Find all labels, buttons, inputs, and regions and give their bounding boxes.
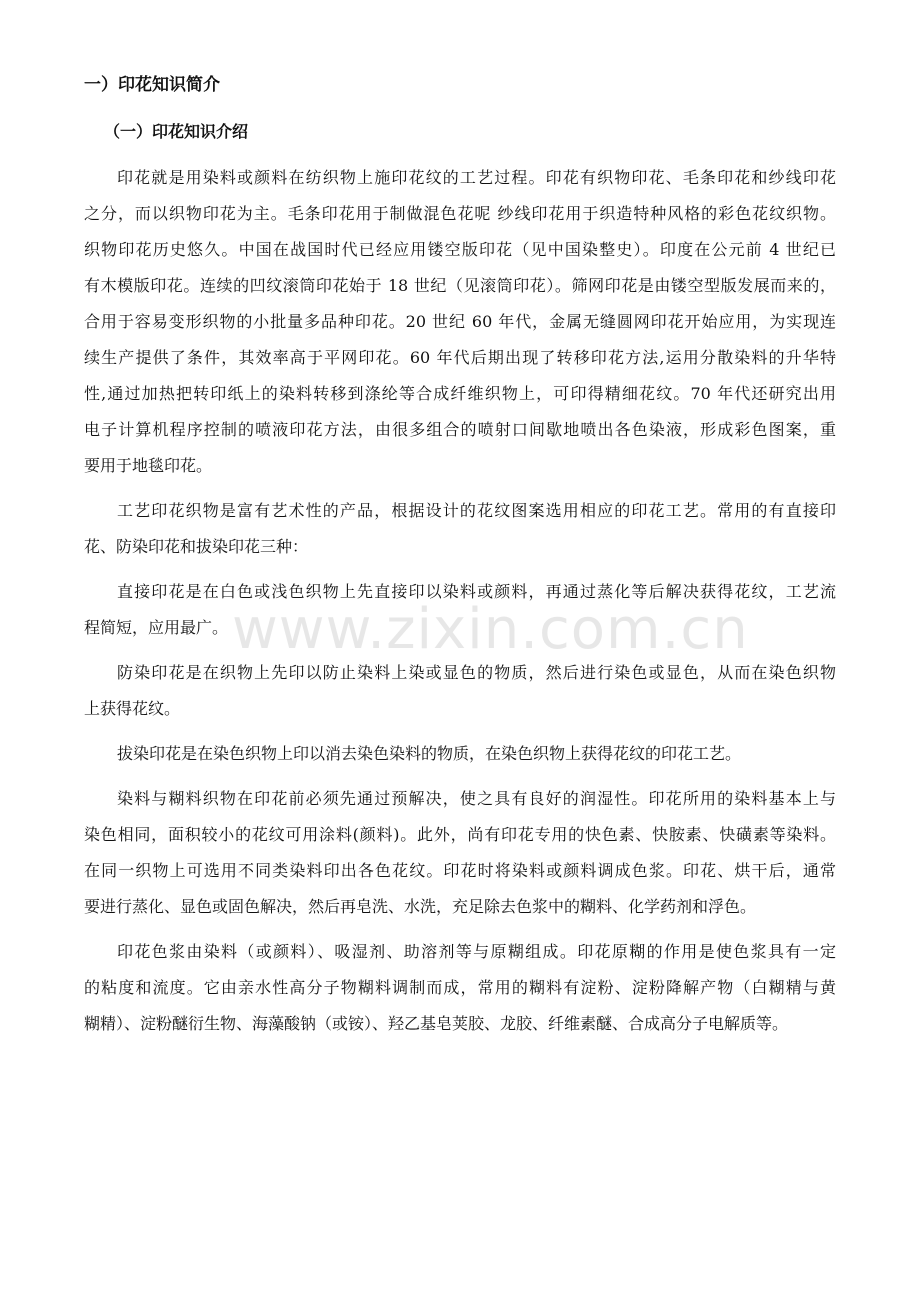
text-line: 染料与糊料织物在印花前必须先通过预解决，使之具有良好的润湿性。印花所用的染料基本上与 — [117, 789, 836, 808]
text-line: 之分，而以织物印花为主。毛条印花用于制做混色花呢 纱线印花用于织造特种风格的彩色花纹织物。 — [84, 204, 836, 223]
text-line: 印花色浆由染料（或颜料）、吸湿剂、助溶剂等与原糊组成。印花原糊的作用是使色浆具有一定 — [117, 942, 836, 961]
text-line: 合用于容易变形织物的小批量多品种印花。20 世纪 60 年代，金属无缝圆网印花开始应用，为实现连 — [84, 312, 836, 331]
text-line: 工艺印花织物是富有艺术性的产品，根据设计的花纹图案选用相应的印花工艺。常用的有直接印 — [117, 501, 836, 520]
text-line: 续生产提供了条件，其效率高于平网印花。60 年代后期出现了转移印花方法,运用分散染料的升华特 — [84, 348, 836, 367]
text-line: 有木模版印花。连续的凹纹滚筒印花始于 18 世纪（见滚筒印花）。筛网印花是由镂空型版发展而来的， — [84, 276, 836, 295]
text-line: 要进行蒸化、显色或固色解决，然后再皂洗、水洗，充足除去色浆中的糊料、化学药剂和浮色。 — [84, 897, 757, 916]
subsection-heading: （一）印花知识介绍 — [104, 122, 249, 141]
body-text — [84, 160, 836, 1051]
text-line: 直接印花是在白色或浅色织物上先直接印以染料或颜料，再通过蒸化等后解决获得花纹，工艺流 — [117, 582, 836, 601]
text-line: 程简短，应用最广。 — [84, 618, 229, 637]
text-line: 织物印花历史悠久。中国在战国时代已经应用镂空版印花（见中国染整史）。印度在公元前 4 世纪已 — [84, 240, 836, 259]
text-line: 上获得花纹。 — [84, 699, 181, 718]
paragraph-direct-printing — [84, 574, 836, 646]
text-line: 印花就是用染料或颜料在纺织物上施印花纹的工艺过程。印花有织物印花、毛条印花和纱线印花 — [117, 168, 836, 187]
text-line: 防染印花是在织物上先印以防止染料上染或显色的物质，然后进行染色或显色，从而在染色织物 — [117, 663, 836, 682]
text-line: 电子计算机程序控制的喷液印花方法，由很多组合的喷射口间歇地喷出各色染液，形成彩色图案，重 — [84, 420, 836, 439]
text-line: 拔染印花是在染色织物上印以消去染色染料的物质，在染色织物上获得花纹的印花工艺。 — [117, 744, 742, 763]
paragraph-printing-overview — [84, 160, 836, 484]
paragraph-discharge-printing — [84, 736, 836, 772]
paragraph-pretreatment — [84, 781, 836, 925]
text-line: 要用于地毯印花。 — [84, 456, 213, 475]
paragraph-printing-paste — [84, 934, 836, 1042]
text-line: 的粘度和流度。它由亲水性高分子物糊料调制而成，常用的糊料有淀粉、淀粉降解产物（白糊精与黄 — [84, 978, 836, 997]
text-line: 糊精）、淀粉醚衍生物、海藻酸钠（或铵）、羟乙基皂荚胶、龙胶、纤维素醚、合成高分子电解质等。 — [84, 1014, 789, 1033]
text-line: 染色相同，面积较小的花纹可用涂料(颜料)。此外，尚有印花专用的快色素、快胺素、快磺素等染料。 — [84, 825, 836, 844]
text-line: 性,通过加热把转印纸上的染料转移到涤纶等合成纤维织物上，可印得精细花纹。70 年代还研究出用 — [84, 384, 836, 403]
section-heading: 一）印花知识简介 — [84, 75, 220, 95]
watermark: www.zixin.com.cn — [232, 597, 749, 662]
paragraph-printing-types — [84, 493, 836, 565]
paragraph-resist-printing — [84, 655, 836, 727]
text-line: 花、防染印花和拔染印花三种： — [84, 537, 309, 556]
text-line: 在同一织物上可选用不同类染料印出各色花纹。印花时将染料或颜料调成色浆。印花、烘干后，通常 — [84, 861, 836, 880]
